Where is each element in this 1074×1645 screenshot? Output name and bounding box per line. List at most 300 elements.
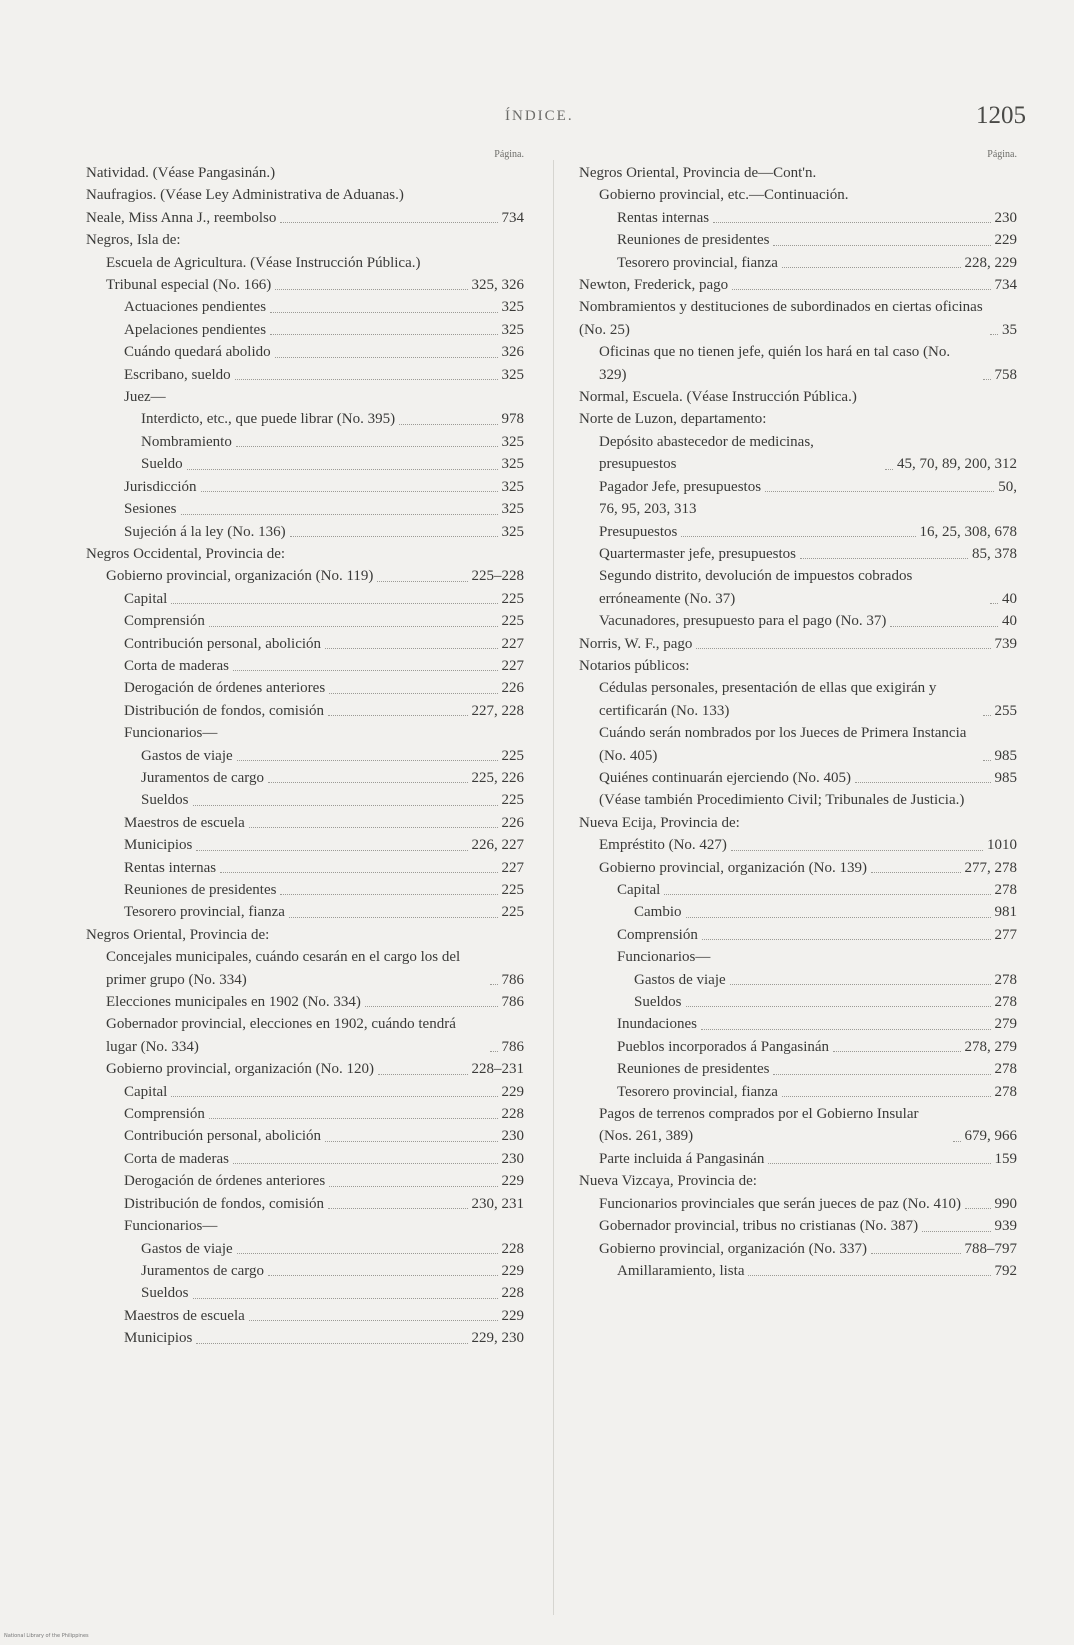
entry-text: Municipios: [124, 1330, 193, 1347]
index-entry: [86, 408, 524, 430]
dot-leader: [732, 289, 990, 290]
dot-leader: [237, 760, 498, 761]
index-column-right: [579, 148, 1017, 1282]
index-entry: [579, 812, 1017, 834]
dot-leader: [983, 715, 991, 716]
index-entry: [579, 565, 1017, 610]
index-entry: [86, 476, 524, 498]
entry-text: Pueblos incorporados á Pangasinán: [617, 1038, 830, 1055]
index-entry: [579, 1148, 1017, 1170]
entry-page: 228: [501, 1285, 524, 1302]
entry-page: 325, 326: [471, 277, 524, 294]
entry-text: Tesorero provincial, fianza: [124, 904, 285, 921]
dot-leader: [871, 872, 961, 873]
index-entry: [86, 1327, 524, 1349]
left-entries: [86, 162, 524, 1350]
dot-leader: [833, 1051, 960, 1052]
dot-leader: [686, 1006, 991, 1007]
index-entry: [86, 857, 524, 879]
index-entry: [86, 610, 524, 632]
entry-text: Interdicto, etc., que puede librar (No. 395): [141, 411, 396, 428]
dot-leader: [280, 222, 497, 223]
entry-text: Corta de maderas: [124, 1150, 229, 1167]
entry-text: Reuniones de presidentes: [617, 232, 770, 249]
dot-leader: [773, 1074, 990, 1075]
index-entry: [579, 184, 1017, 206]
entry-text: Apelaciones pendientes: [124, 321, 267, 338]
entry-page: 981: [994, 904, 1017, 921]
entry-text: Reuniones de presidentes: [124, 882, 277, 898]
dot-leader: [328, 1208, 468, 1209]
entry-page: 939: [994, 1218, 1017, 1235]
index-entry: [86, 1125, 524, 1147]
dot-leader: [290, 536, 498, 537]
index-entry: [86, 184, 524, 206]
dot-leader: [885, 469, 893, 470]
dot-leader: [782, 267, 961, 268]
dot-leader: [270, 312, 497, 313]
index-entry: [579, 1103, 1017, 1148]
entry-page: 278: [994, 1083, 1017, 1100]
dot-leader: [171, 1096, 497, 1097]
entry-page: 325: [501, 456, 524, 473]
index-entry: [579, 341, 1017, 386]
entry-page: 229: [501, 1307, 524, 1324]
dot-leader: [268, 782, 467, 783]
dot-leader: [196, 1343, 467, 1344]
entry-page: 786: [501, 1038, 524, 1055]
entry-page: 159: [994, 1150, 1017, 1167]
dot-leader: [201, 491, 498, 492]
dot-leader: [220, 872, 497, 873]
entry-page: 229: [501, 1173, 524, 1190]
dot-leader: [696, 648, 990, 649]
entry-page: 278, 279: [964, 1038, 1017, 1055]
entry-page: 278: [994, 971, 1017, 988]
entry-page: 228, 229: [964, 254, 1017, 271]
index-entry: [86, 1081, 524, 1103]
entry-page: 990: [994, 1195, 1017, 1212]
index-entry: [86, 431, 524, 453]
entry-text: Reuniones de presidentes: [617, 1061, 770, 1078]
entry-text: Funcionarios—: [124, 725, 218, 742]
index-entry: [86, 1103, 524, 1125]
entry-text: Nombramiento: [141, 433, 232, 450]
entry-text: Quartermaster jefe, presupuestos: [599, 545, 797, 562]
entry-text: Gobierno provincial, organización (No. 337): [599, 1240, 867, 1257]
index-entry: [86, 991, 524, 1013]
entry-text: Derogación de órdenes anteriores: [124, 1173, 326, 1190]
index-entry: [86, 386, 524, 408]
index-entry: [86, 162, 524, 184]
entry-text: Notarios públicos:: [579, 657, 690, 674]
dot-leader: [209, 626, 498, 627]
entry-text: Tribunal especial (No. 166): [106, 277, 272, 294]
entry-text: Jurisdicción: [124, 478, 197, 495]
index-entry: [86, 1282, 524, 1304]
index-entry: [579, 767, 1017, 789]
dot-leader: [237, 1253, 498, 1254]
index-entry: [86, 633, 524, 655]
entry-text: Comprensión: [124, 613, 205, 630]
index-entry: [86, 1148, 524, 1170]
index-entry: [579, 633, 1017, 655]
entry-text: Natividad. (Véase Pangasinán.): [86, 165, 276, 181]
index-entry: [86, 1215, 524, 1237]
entry-page: 225: [501, 590, 524, 607]
entry-text: Funcionarios—: [617, 949, 711, 966]
index-entry: [579, 924, 1017, 946]
entry-page: 225–228: [471, 568, 524, 585]
entry-text: Cuándo serán nombrados por los Jueces de Primera Instancia (No. 405): [599, 725, 967, 764]
page-header: [0, 102, 1074, 132]
entry-page: 228: [501, 1240, 524, 1257]
entry-text: Capital: [617, 882, 661, 898]
index-entry: [579, 1193, 1017, 1215]
footer-note: National Library of the Philippines: [4, 1633, 89, 1639]
entry-text: Cambio: [634, 904, 682, 921]
entry-text: Sujeción á la ley (No. 136): [124, 523, 286, 540]
entry-text: Maestros de escuela: [124, 1307, 245, 1324]
entry-page: 40: [1002, 590, 1017, 607]
index-entry: [86, 252, 524, 274]
dot-leader: [765, 491, 994, 492]
entry-text: Pagador Jefe, presupuestos: [599, 478, 762, 495]
page-number: 1205: [976, 102, 1026, 129]
entry-text: Negros Occidental, Provincia de:: [86, 545, 286, 562]
index-entry: [579, 969, 1017, 991]
index-entry: [86, 588, 524, 610]
entry-page: 325: [501, 433, 524, 450]
index-entry: [86, 543, 524, 565]
dot-leader: [855, 782, 991, 783]
index-entry: [86, 924, 524, 946]
running-title: ÍNDICE.: [505, 108, 574, 124]
index-entry: [579, 1215, 1017, 1237]
index-entry: [86, 453, 524, 475]
dot-leader: [965, 1208, 991, 1209]
entry-page: 325: [501, 478, 524, 495]
dot-leader: [871, 1253, 961, 1254]
dot-leader: [730, 984, 991, 985]
dot-leader: [289, 917, 498, 918]
dot-leader: [235, 379, 498, 380]
index-entry: [86, 789, 524, 811]
entry-page: 227: [501, 859, 524, 876]
index-entry: [86, 1170, 524, 1192]
entry-text: Sueldos: [634, 994, 682, 1011]
entry-page: 226: [501, 814, 524, 831]
entry-page: 225: [501, 792, 524, 809]
entry-page: 325: [501, 501, 524, 518]
dot-leader: [328, 715, 468, 716]
entry-text: Funcionarios—: [124, 1218, 218, 1235]
entry-text: Escribano, sueldo: [124, 366, 231, 383]
dot-leader: [664, 894, 990, 895]
entry-text: Amillaramiento, lista: [617, 1262, 745, 1279]
entry-page: 228: [501, 1106, 524, 1123]
dot-leader: [270, 334, 497, 335]
index-entry: [86, 946, 524, 991]
column-divider: [553, 160, 554, 1615]
entry-text: Derogación de órdenes anteriores: [124, 680, 326, 697]
entry-text: Segundo distrito, devolución de impuestos cobrados erróneamente (No. 37): [599, 568, 913, 607]
entry-page: 225: [501, 613, 524, 630]
index-entry: [86, 879, 524, 901]
entry-text: Empréstito (No. 427): [599, 837, 727, 854]
index-entry: [579, 207, 1017, 229]
index-entry: [86, 341, 524, 363]
entry-text: Presupuestos: [599, 523, 678, 540]
dot-leader: [329, 1186, 497, 1187]
dot-leader: [782, 1096, 991, 1097]
index-entry: [579, 1058, 1017, 1080]
dot-leader: [233, 670, 498, 671]
entry-page: 225, 226: [471, 769, 524, 786]
index-entry: [579, 834, 1017, 856]
entry-text: Newton, Frederick, pago: [579, 277, 729, 294]
index-entry: [86, 722, 524, 744]
index-entry: [86, 229, 524, 251]
entry-page: 227: [501, 635, 524, 652]
index-entry: [86, 565, 524, 587]
index-entry: [579, 1238, 1017, 1260]
dot-leader: [768, 1163, 990, 1164]
entry-text: Negros, Isla de:: [86, 232, 181, 249]
entry-text: Escuela de Agricultura. (Véase Instrucción Pública.): [106, 254, 421, 271]
index-entry: [86, 812, 524, 834]
entry-page: 16, 25, 308, 678: [919, 523, 1017, 540]
entry-text: Gobierno provincial, organización (No. 139): [599, 859, 867, 876]
entry-text: Gastos de viaje: [141, 747, 233, 764]
entry-page: 225: [501, 882, 524, 898]
entry-text: (Véase también Procedimiento Civil; Tribunales de Justicia.): [599, 792, 965, 809]
entry-page: 679, 966: [964, 1128, 1017, 1145]
index-entry: [579, 498, 1017, 520]
index-entry: [86, 498, 524, 520]
entry-text: Naufragios. (Véase Ley Administrativa de Aduanas.): [86, 187, 404, 204]
dot-leader: [193, 805, 498, 806]
entry-page: 50,: [998, 478, 1017, 495]
entry-text: Contribución personal, abolición: [124, 1128, 322, 1145]
index-entry: [86, 745, 524, 767]
entry-page: 230: [994, 209, 1017, 226]
dot-leader: [953, 1141, 961, 1142]
dot-leader: [325, 648, 497, 649]
dot-leader: [713, 222, 990, 223]
entry-text: Juez—: [124, 389, 166, 406]
dot-leader: [193, 1298, 498, 1299]
entry-text: Maestros de escuela: [124, 814, 245, 831]
entry-text: Corta de maderas: [124, 657, 229, 674]
index-entry: [579, 789, 1017, 811]
entry-page: 35: [1002, 321, 1017, 338]
index-entry: [579, 1081, 1017, 1103]
entry-page: 76, 95, 203, 313: [599, 501, 697, 518]
dot-leader: [773, 245, 990, 246]
index-entry: [86, 1058, 524, 1080]
index-entry: [579, 408, 1017, 430]
dot-leader: [983, 379, 991, 380]
dot-leader: [196, 850, 467, 851]
entry-page: 278: [994, 1061, 1017, 1078]
index-entry: [579, 274, 1017, 296]
entry-page: 227, 228: [471, 702, 524, 719]
entry-page: 739: [994, 635, 1017, 652]
dot-leader: [268, 1275, 497, 1276]
dot-leader: [209, 1118, 498, 1119]
entry-page: 226, 227: [471, 837, 524, 854]
entry-text: Capital: [124, 1083, 168, 1100]
entry-text: Gobernador provincial, tribus no cristianas (No. 387): [599, 1218, 919, 1235]
entry-text: Gobernador provincial, elecciones en 1902, cuándo tendrá lugar (No. 334): [106, 1016, 456, 1055]
entry-page: 985: [994, 747, 1017, 764]
entry-text: Tesorero provincial, fianza: [617, 254, 778, 271]
dot-leader: [983, 760, 991, 761]
dot-leader: [686, 917, 991, 918]
index-entry: [579, 1260, 1017, 1282]
index-entry: [86, 319, 524, 341]
entry-text: Funcionarios provinciales que serán jueces de paz (No. 410): [599, 1195, 961, 1212]
pagina-label: Página.: [987, 149, 1017, 160]
index-entry: [579, 386, 1017, 408]
entry-text: Distribución de fondos, comisión: [124, 1195, 324, 1212]
dot-leader: [236, 446, 498, 447]
entry-text: Depósito abastecedor de medicinas, presupuestos: [599, 433, 814, 473]
entry-page: 255: [994, 702, 1017, 719]
dot-leader: [275, 357, 498, 358]
entry-text: Sueldos: [141, 1285, 189, 1302]
dot-leader: [702, 939, 991, 940]
entry-text: Cuándo quedará abolido: [124, 344, 271, 361]
entry-page: 40: [1002, 613, 1017, 630]
dot-leader: [378, 1074, 468, 1075]
entry-text: Sueldos: [141, 792, 189, 809]
entry-text: Concejales municipales, cuándo cesarán en el cargo los del primer grupo (No. 334): [106, 949, 461, 988]
entry-text: Normal, Escuela. (Véase Instrucción Pública.): [579, 389, 857, 406]
dot-leader: [800, 558, 968, 559]
index-entry: [579, 543, 1017, 565]
index-entry: [579, 1170, 1017, 1192]
dot-leader: [701, 1029, 991, 1030]
entry-page: 226: [501, 680, 524, 697]
entry-page: 792: [994, 1262, 1017, 1279]
entry-text: Gobierno provincial, organización (No. 119): [106, 568, 374, 585]
dot-leader: [377, 581, 467, 582]
entry-page: 230, 231: [471, 1195, 524, 1212]
entry-page: 229: [994, 232, 1017, 249]
index-entry: [579, 252, 1017, 274]
index-column-left: [86, 148, 524, 1350]
dot-leader: [681, 536, 915, 537]
index-entry: [579, 610, 1017, 632]
entry-text: Contribución personal, abolición: [124, 635, 322, 652]
index-entry: [579, 677, 1017, 722]
entry-page: 1010: [987, 837, 1017, 854]
entry-page: 277: [994, 926, 1017, 943]
entry-page: 228–231: [471, 1061, 524, 1078]
entry-text: Sesiones: [124, 501, 177, 518]
index-entry: [579, 857, 1017, 879]
entry-text: Municipios: [124, 837, 193, 854]
entry-text: Neale, Miss Anna J., reembolso: [86, 209, 277, 226]
entry-text: Rentas internas: [617, 209, 710, 226]
index-entry: [86, 655, 524, 677]
dot-leader: [249, 1320, 498, 1321]
dot-leader: [187, 469, 498, 470]
index-entry: [86, 1305, 524, 1327]
entry-text: Nombramientos y destituciones de subordinados en ciertas oficinas (No. 25): [579, 299, 983, 338]
index-entry: [579, 476, 1017, 498]
entry-text: Negros Oriental, Provincia de:: [86, 926, 270, 943]
entry-page: 225: [501, 747, 524, 764]
dot-leader: [748, 1275, 990, 1276]
index-entry: [579, 722, 1017, 767]
dot-leader: [990, 334, 998, 335]
dot-leader: [249, 827, 498, 828]
entry-text: Sueldo: [141, 456, 183, 473]
index-entry: [579, 431, 1017, 476]
entry-text: Inundaciones: [617, 1016, 697, 1033]
dot-leader: [922, 1231, 990, 1232]
entry-text: Pagos de terrenos comprados por el Gobierno Insular (Nos. 261, 389): [599, 1106, 919, 1145]
dot-leader: [490, 984, 498, 985]
index-entry: [86, 700, 524, 722]
entry-page: 230: [501, 1150, 524, 1167]
entry-page: 734: [994, 277, 1017, 294]
entry-text: Nueva Ecija, Provincia de:: [579, 814, 740, 831]
entry-page: 325: [501, 321, 524, 338]
index-entry: [86, 1013, 524, 1058]
entry-text: Quiénes continuarán ejerciendo (No. 405): [599, 769, 851, 786]
entry-page: 229: [501, 1262, 524, 1279]
entry-page: 230: [501, 1128, 524, 1145]
entry-text: Oficinas que no tienen jefe, quién los hará en tal caso (No. 329): [599, 344, 951, 383]
entry-page: 227: [501, 657, 524, 674]
index-entry: [579, 296, 1017, 341]
entry-text: Comprensión: [124, 1106, 205, 1123]
index-entry: [579, 946, 1017, 968]
index-entry: [579, 655, 1017, 677]
entry-text: Comprensión: [617, 926, 698, 943]
entry-text: Capital: [124, 590, 168, 607]
dot-leader: [365, 1006, 498, 1007]
index-entry: [86, 767, 524, 789]
dot-leader: [990, 603, 998, 604]
index-entry: [86, 521, 524, 543]
entry-text: Gobierno provincial, organización (No. 120): [106, 1061, 374, 1078]
index-entry: [579, 521, 1017, 543]
entry-page: 278: [994, 882, 1017, 898]
index-entry: [86, 296, 524, 318]
entry-text: Distribución de fondos, comisión: [124, 702, 324, 719]
entry-text: Nueva Vizcaya, Provincia de:: [579, 1173, 757, 1190]
index-entry: [86, 834, 524, 856]
index-entry: [86, 207, 524, 229]
entry-text: Norte de Luzon, departamento:: [579, 411, 767, 428]
right-entries: [579, 162, 1017, 1282]
entry-page: 229, 230: [471, 1330, 524, 1347]
index-entry: [579, 1036, 1017, 1058]
pagina-label: Página.: [494, 149, 524, 160]
entry-text: Tesorero provincial, fianza: [617, 1083, 778, 1100]
entry-page: 758: [994, 366, 1017, 383]
entry-page: 85, 378: [972, 545, 1017, 562]
index-entry: [86, 901, 524, 923]
entry-text: Norris, W. F., pago: [579, 635, 693, 652]
entry-page: 786: [501, 971, 524, 988]
entry-page: 985: [994, 769, 1017, 786]
